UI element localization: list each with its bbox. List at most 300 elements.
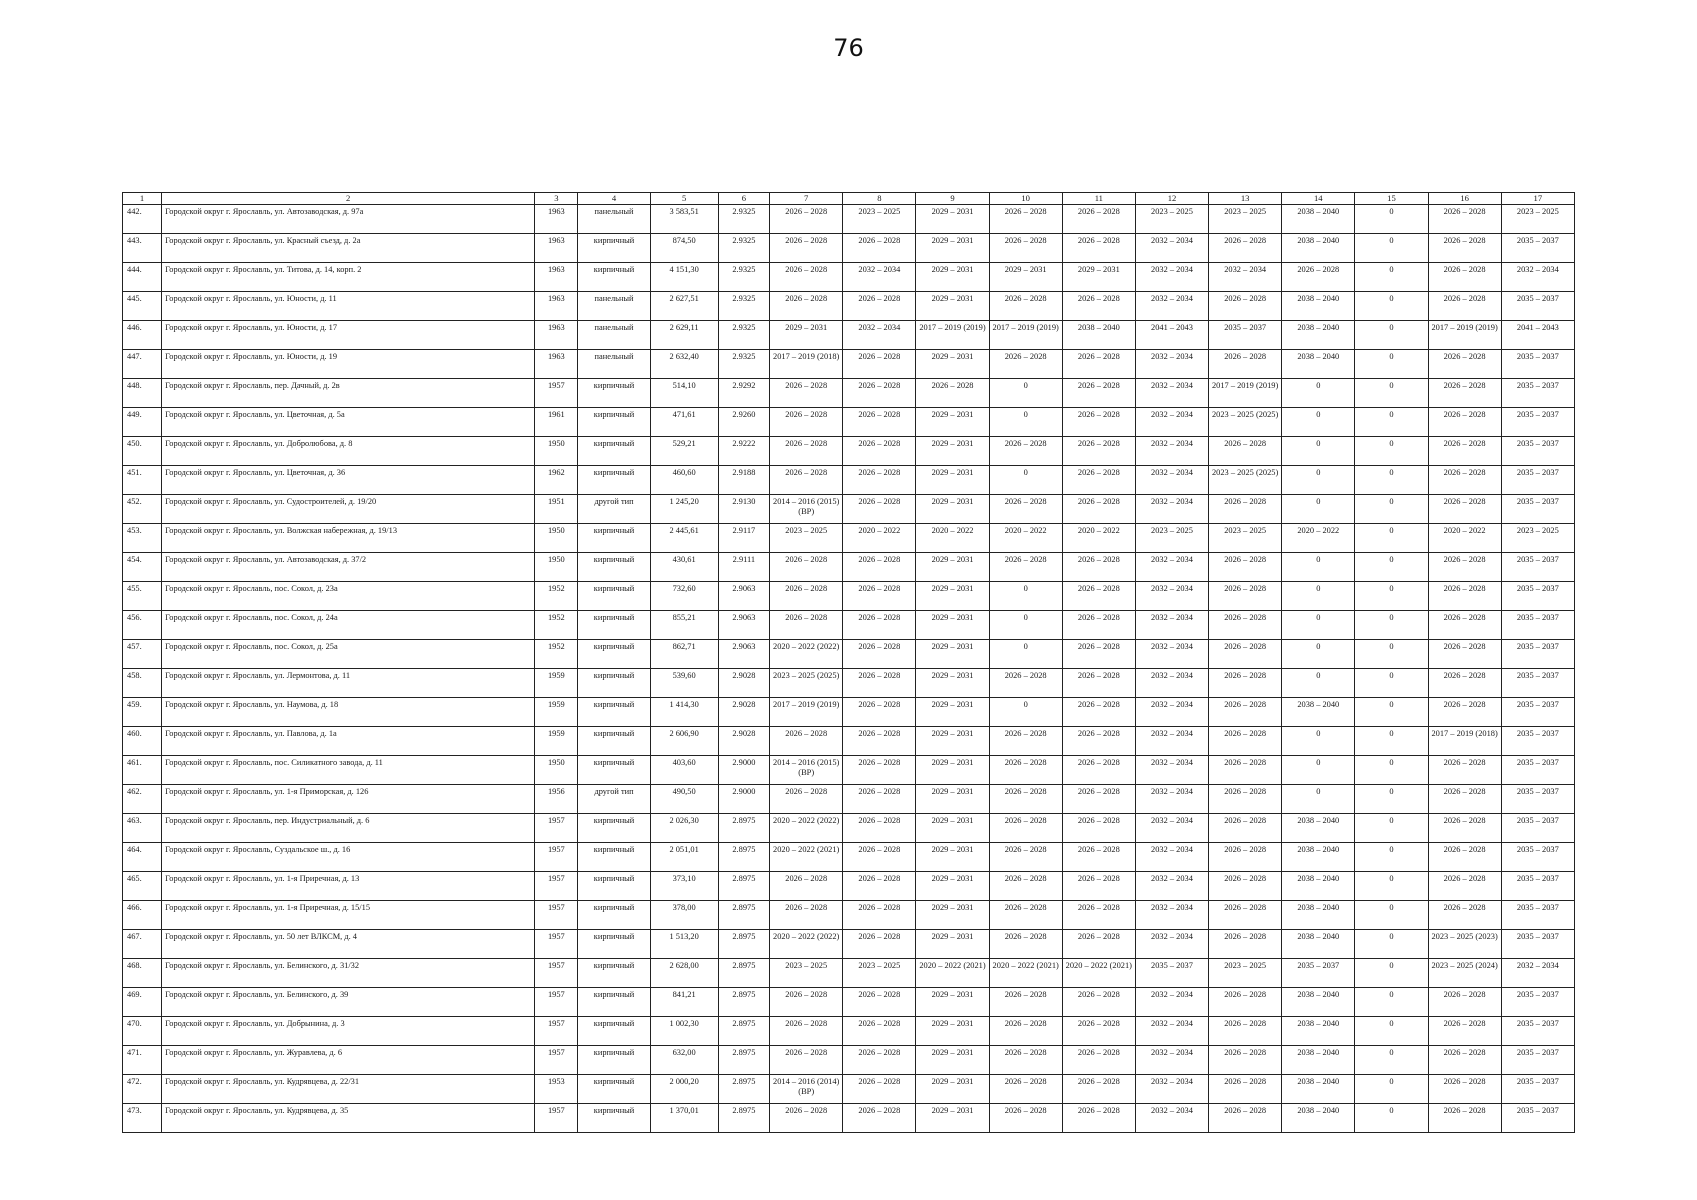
row-number-cell: 467. <box>123 930 162 959</box>
table-cell: 0 <box>1282 727 1355 756</box>
row-number-cell: 464. <box>123 843 162 872</box>
table-cell: 2026 – 2028 <box>1062 379 1135 408</box>
table-cell: 0 <box>1355 408 1428 437</box>
table-cell: 2026 – 2028 <box>1209 292 1282 321</box>
table-cell: 2029 – 2031 <box>916 582 989 611</box>
table-cell: 2026 – 2028 <box>843 379 916 408</box>
table-row <box>123 321 1575 350</box>
table-cell: 2023 – 2025 <box>1501 524 1574 553</box>
table-cell: 0 <box>1355 611 1428 640</box>
table-cell: 2029 – 2031 <box>916 756 989 785</box>
table-cell: 2026 – 2028 <box>1209 611 1282 640</box>
table-cell: 2026 – 2028 <box>770 205 843 234</box>
page-number: 76 <box>833 34 864 62</box>
row-number-cell: 444. <box>123 263 162 292</box>
table-cell: 2020 – 2022 (2021) <box>916 959 989 988</box>
table-row <box>123 350 1575 379</box>
table-cell: 2026 – 2028 <box>1428 1104 1501 1133</box>
table-cell: 2.9325 <box>718 205 770 234</box>
table-cell: 2 628,00 <box>650 959 718 988</box>
table-cell: 2026 – 2028 <box>843 785 916 814</box>
row-number-cell: 445. <box>123 292 162 321</box>
table-cell: 2032 – 2034 <box>1501 959 1574 988</box>
table-cell: 0 <box>1355 843 1428 872</box>
table-cell: кирпичный <box>578 959 650 988</box>
table-cell: 2026 – 2028 <box>1209 901 1282 930</box>
table-cell: 2026 – 2028 <box>843 350 916 379</box>
table-cell: 2026 – 2028 <box>1209 640 1282 669</box>
table-cell: 2032 – 2034 <box>1135 1017 1208 1046</box>
table-cell: 2029 – 2031 <box>916 495 989 524</box>
table-cell: 2026 – 2028 <box>770 582 843 611</box>
table-cell: 2026 – 2028 <box>1209 495 1282 524</box>
table-row <box>123 640 1575 669</box>
table-cell: 0 <box>1355 1046 1428 1075</box>
table-cell: 1957 <box>535 379 578 408</box>
address-cell: Городской округ г. Ярославль, ул. Красный съезд, д. 2а <box>162 234 535 263</box>
table-cell: 2023 – 2025 <box>1209 205 1282 234</box>
table-cell: 2023 – 2025 (2025) <box>770 669 843 698</box>
table-cell: 2029 – 2031 <box>916 698 989 727</box>
table-cell: 0 <box>1355 292 1428 321</box>
table-cell: 2026 – 2028 <box>1062 785 1135 814</box>
table-cell: 2023 – 2025 <box>1209 524 1282 553</box>
table-cell: кирпичный <box>578 640 650 669</box>
address-cell: Городской округ г. Ярославль, ул. Лермонтова, д. 11 <box>162 669 535 698</box>
address-cell: Городской округ г. Ярославль, ул. Белинского, д. 39 <box>162 988 535 1017</box>
table-cell: 0 <box>1355 930 1428 959</box>
table-cell: 2017 – 2019 (2019) <box>1209 379 1282 408</box>
table-cell: 2026 – 2028 <box>1282 263 1355 292</box>
table-cell: 2026 – 2028 <box>843 292 916 321</box>
table-cell: кирпичный <box>578 872 650 901</box>
table-cell: 1962 <box>535 466 578 495</box>
table-cell: 2035 – 2037 <box>1501 292 1574 321</box>
table-cell: 2026 – 2028 <box>1428 814 1501 843</box>
table-cell: 2026 – 2028 <box>1209 872 1282 901</box>
address-cell: Городской округ г. Ярославль, ул. Кудрявцева, д. 22/31 <box>162 1075 535 1104</box>
table-row <box>123 495 1575 524</box>
table-cell: 0 <box>1355 988 1428 1017</box>
column-number: 11 <box>1062 193 1135 205</box>
table-cell: 2017 – 2019 (2019) <box>916 321 989 350</box>
table-cell: 2029 – 2031 <box>916 785 989 814</box>
table-cell: 2035 – 2037 <box>1282 959 1355 988</box>
address-cell: Городской округ г. Ярославль, ул. Кудрявцева, д. 35 <box>162 1104 535 1133</box>
table-cell: 2032 – 2034 <box>1135 582 1208 611</box>
table-row <box>123 959 1575 988</box>
table-cell: 2029 – 2031 <box>916 350 989 379</box>
table-cell: 1952 <box>535 611 578 640</box>
address-cell: Городской округ г. Ярославль, пос. Сокол, д. 23а <box>162 582 535 611</box>
table-cell: 2035 – 2037 <box>1501 1017 1574 1046</box>
table-cell: 2038 – 2040 <box>1282 698 1355 727</box>
row-number-cell: 449. <box>123 408 162 437</box>
table-cell: 2026 – 2028 <box>1428 466 1501 495</box>
table-cell: 2026 – 2028 <box>770 553 843 582</box>
table-cell: 2020 – 2022 (2022) <box>770 640 843 669</box>
table-cell: 2035 – 2037 <box>1501 785 1574 814</box>
table-cell: 2.9117 <box>718 524 770 553</box>
table-cell: 0 <box>1282 495 1355 524</box>
table-cell: 2026 – 2028 <box>1428 1075 1501 1104</box>
table-cell: 1963 <box>535 350 578 379</box>
table-cell: 2029 – 2031 <box>916 1046 989 1075</box>
table-cell: 2.9188 <box>718 466 770 495</box>
table-cell: 2026 – 2028 <box>1428 1017 1501 1046</box>
table-cell: 2026 – 2028 <box>1428 437 1501 466</box>
table-cell: панельный <box>578 321 650 350</box>
table-cell: 2026 – 2028 <box>843 872 916 901</box>
row-number-cell: 466. <box>123 901 162 930</box>
table-cell: кирпичный <box>578 1104 650 1133</box>
table-cell: 2035 – 2037 <box>1501 1046 1574 1075</box>
table-cell: 2026 – 2028 <box>770 727 843 756</box>
table-cell: 0 <box>989 611 1062 640</box>
address-cell: Городской округ г. Ярославль, ул. 1-я Приречная, д. 13 <box>162 872 535 901</box>
row-number-cell: 450. <box>123 437 162 466</box>
table-cell: 2038 – 2040 <box>1282 988 1355 1017</box>
table-cell: 0 <box>1282 466 1355 495</box>
housing-registry-table <box>122 192 1575 1133</box>
table-cell: кирпичный <box>578 408 650 437</box>
table-cell: кирпичный <box>578 437 650 466</box>
address-cell: Городской округ г. Ярославль, ул. Добрынина, д. 3 <box>162 1017 535 1046</box>
table-cell: 2.8975 <box>718 959 770 988</box>
table-cell: 0 <box>989 698 1062 727</box>
table-cell: 1952 <box>535 582 578 611</box>
table-cell: 1957 <box>535 1046 578 1075</box>
table-cell: 2026 – 2028 <box>770 901 843 930</box>
column-number: 5 <box>650 193 718 205</box>
table-cell: 0 <box>1355 495 1428 524</box>
table-cell: 2035 – 2037 <box>1501 843 1574 872</box>
row-number-cell: 452. <box>123 495 162 524</box>
table-cell: 2032 – 2034 <box>1135 727 1208 756</box>
table-row <box>123 466 1575 495</box>
table-cell: 1963 <box>535 205 578 234</box>
table-cell: 0 <box>1282 756 1355 785</box>
table-cell: 2026 – 2028 <box>1209 582 1282 611</box>
table-cell: 2026 – 2028 <box>770 785 843 814</box>
table-cell: 2026 – 2028 <box>1062 756 1135 785</box>
table-cell: 2035 – 2037 <box>1501 640 1574 669</box>
address-cell: Городской округ г. Ярославль, ул. Волжская набережная, д. 19/13 <box>162 524 535 553</box>
table-cell: 2026 – 2028 <box>770 408 843 437</box>
table-cell: 0 <box>1282 785 1355 814</box>
table-cell: 0 <box>1355 756 1428 785</box>
table-cell: 0 <box>989 466 1062 495</box>
table-cell: 2035 – 2037 <box>1501 669 1574 698</box>
table-cell: кирпичный <box>578 901 650 930</box>
table-cell: 2026 – 2028 <box>843 843 916 872</box>
table-cell: 2026 – 2028 <box>1428 640 1501 669</box>
table-cell: 0 <box>1355 727 1428 756</box>
table-cell: 2035 – 2037 <box>1501 814 1574 843</box>
table-cell: 2026 – 2028 <box>1428 988 1501 1017</box>
table-cell: 855,21 <box>650 611 718 640</box>
table-row <box>123 843 1575 872</box>
table-row <box>123 901 1575 930</box>
address-cell: Городской округ г. Ярославль, пос. Силикатного завода, д. 11 <box>162 756 535 785</box>
table-cell: 1959 <box>535 698 578 727</box>
row-number-cell: 453. <box>123 524 162 553</box>
table-cell: 2017 – 2019 (2019) <box>1428 321 1501 350</box>
row-number-cell: 448. <box>123 379 162 408</box>
table-cell: 2032 – 2034 <box>1209 263 1282 292</box>
table-cell: 2026 – 2028 <box>1428 669 1501 698</box>
table-cell: 2.9028 <box>718 698 770 727</box>
table-cell: 2032 – 2034 <box>1135 814 1208 843</box>
table-row <box>123 1075 1575 1104</box>
table-cell: 2026 – 2028 <box>989 1046 1062 1075</box>
table-cell: 2029 – 2031 <box>916 437 989 466</box>
row-number-cell: 461. <box>123 756 162 785</box>
column-number: 17 <box>1501 193 1574 205</box>
table-cell: 2020 – 2022 (2022) <box>770 930 843 959</box>
row-number-cell: 473. <box>123 1104 162 1133</box>
table-cell: 2026 – 2028 <box>1428 292 1501 321</box>
table-cell: 2026 – 2028 <box>1209 234 1282 263</box>
table-cell: кирпичный <box>578 466 650 495</box>
row-number-cell: 454. <box>123 553 162 582</box>
table-cell: 2029 – 2031 <box>916 1075 989 1104</box>
table-cell: 2020 – 2022 <box>989 524 1062 553</box>
row-number-cell: 447. <box>123 350 162 379</box>
table-body <box>123 193 1575 1133</box>
table-cell: 2038 – 2040 <box>1282 1104 1355 1133</box>
address-cell: Городской округ г. Ярославль, ул. Цветочная, д. 36 <box>162 466 535 495</box>
table-cell: 1957 <box>535 843 578 872</box>
table-cell: 2035 – 2037 <box>1501 872 1574 901</box>
table-cell: 2026 – 2028 <box>843 988 916 1017</box>
address-cell: Городской округ г. Ярославль, пос. Сокол, д. 24а <box>162 611 535 640</box>
table-cell: 2032 – 2034 <box>1135 1104 1208 1133</box>
table-cell: 1953 <box>535 1075 578 1104</box>
table-cell: 1 414,30 <box>650 698 718 727</box>
table-cell: 2.9325 <box>718 321 770 350</box>
table-cell: 2026 – 2028 <box>1209 756 1282 785</box>
row-number-cell: 462. <box>123 785 162 814</box>
row-number-cell: 463. <box>123 814 162 843</box>
row-number-cell: 471. <box>123 1046 162 1075</box>
table-cell: панельный <box>578 350 650 379</box>
table-cell: 2032 – 2034 <box>1135 640 1208 669</box>
address-cell: Городской округ г. Ярославль, ул. Цветочная, д. 5а <box>162 408 535 437</box>
table-cell: 2020 – 2022 <box>916 524 989 553</box>
table-cell: 0 <box>1355 582 1428 611</box>
column-number: 4 <box>578 193 650 205</box>
table-cell: 2026 – 2028 <box>843 1046 916 1075</box>
address-cell: Городской округ г. Ярославль, ул. Юности, д. 17 <box>162 321 535 350</box>
column-number: 8 <box>843 193 916 205</box>
table-cell: 0 <box>1282 640 1355 669</box>
row-number-cell: 468. <box>123 959 162 988</box>
table-cell: 2035 – 2037 <box>1501 495 1574 524</box>
table-cell: 0 <box>1355 1075 1428 1104</box>
table-cell: другой тип <box>578 785 650 814</box>
table-cell: 1950 <box>535 553 578 582</box>
table-cell: 2026 – 2028 <box>1209 553 1282 582</box>
table-cell: 2017 – 2019 (2018) <box>1428 727 1501 756</box>
table-cell: 0 <box>1355 263 1428 292</box>
table-cell: 2026 – 2028 <box>1062 1104 1135 1133</box>
row-number-cell: 472. <box>123 1075 162 1104</box>
table-cell: 1959 <box>535 727 578 756</box>
column-number: 7 <box>770 193 843 205</box>
table-cell: 2 000,20 <box>650 1075 718 1104</box>
table-cell: 1963 <box>535 321 578 350</box>
table-cell: 2038 – 2040 <box>1282 205 1355 234</box>
table-cell: 0 <box>1355 669 1428 698</box>
table-cell: 1957 <box>535 814 578 843</box>
table-cell: 1951 <box>535 495 578 524</box>
table-cell: 2026 – 2028 <box>843 495 916 524</box>
table-row <box>123 379 1575 408</box>
table-cell: 430,61 <box>650 553 718 582</box>
table-cell: 2029 – 2031 <box>916 292 989 321</box>
table-cell: 2.8975 <box>718 930 770 959</box>
table-cell: панельный <box>578 205 650 234</box>
table-cell: 2026 – 2028 <box>770 1046 843 1075</box>
table-cell: 2026 – 2028 <box>1428 582 1501 611</box>
table-cell: 1 513,20 <box>650 930 718 959</box>
table-cell: 0 <box>1355 321 1428 350</box>
table-cell: 2014 – 2016 (2014) (ВР) <box>770 1075 843 1104</box>
table-cell: 2038 – 2040 <box>1282 930 1355 959</box>
table-cell: 2026 – 2028 <box>770 611 843 640</box>
table-cell: 2029 – 2031 <box>916 408 989 437</box>
table-cell: кирпичный <box>578 1017 650 1046</box>
table-cell: 2026 – 2028 <box>1428 756 1501 785</box>
table-cell: 2.8975 <box>718 901 770 930</box>
row-number-cell: 442. <box>123 205 162 234</box>
address-cell: Городской округ г. Ярославль, ул. Белинского, д. 31/32 <box>162 959 535 988</box>
table-cell: 2026 – 2028 <box>770 466 843 495</box>
table-cell: 2026 – 2028 <box>1209 1075 1282 1104</box>
table-row <box>123 698 1575 727</box>
table-cell: 0 <box>1282 437 1355 466</box>
table-cell: 2032 – 2034 <box>1135 553 1208 582</box>
table-cell: 2026 – 2028 <box>916 379 989 408</box>
table-cell: 2029 – 2031 <box>916 205 989 234</box>
table-cell: 1963 <box>535 292 578 321</box>
table-cell: 2026 – 2028 <box>843 640 916 669</box>
table-cell: 841,21 <box>650 988 718 1017</box>
table-cell: 2035 – 2037 <box>1501 1075 1574 1104</box>
table-cell: 2023 – 2025 (2025) <box>1209 408 1282 437</box>
table-cell: 3 583,51 <box>650 205 718 234</box>
table-cell: 2026 – 2028 <box>843 1017 916 1046</box>
table-cell: 2032 – 2034 <box>1135 988 1208 1017</box>
table-cell: 2026 – 2028 <box>989 553 1062 582</box>
table-cell: 2020 – 2022 <box>843 524 916 553</box>
table-cell: 0 <box>1355 1104 1428 1133</box>
table-cell: 2026 – 2028 <box>1209 814 1282 843</box>
table-cell: 2032 – 2034 <box>1135 756 1208 785</box>
table-cell: 2029 – 2031 <box>916 814 989 843</box>
table-cell: 378,00 <box>650 901 718 930</box>
table-cell: 2029 – 2031 <box>916 1017 989 1046</box>
table-cell: 2038 – 2040 <box>1282 1075 1355 1104</box>
table-cell: 2026 – 2028 <box>843 698 916 727</box>
table-row <box>123 988 1575 1017</box>
table-row <box>123 553 1575 582</box>
table-cell: 2032 – 2034 <box>1135 379 1208 408</box>
table-cell: 2026 – 2028 <box>770 379 843 408</box>
table-cell: 2035 – 2037 <box>1501 611 1574 640</box>
column-number: 1 <box>123 193 162 205</box>
table-cell: 2020 – 2022 (2021) <box>989 959 1062 988</box>
table-cell: кирпичный <box>578 988 650 1017</box>
table-cell: 2026 – 2028 <box>1428 263 1501 292</box>
table-cell: 2014 – 2016 (2015) (ВР) <box>770 495 843 524</box>
table-cell: 2035 – 2037 <box>1501 350 1574 379</box>
column-number: 6 <box>718 193 770 205</box>
column-number: 14 <box>1282 193 1355 205</box>
table-cell: 2.9028 <box>718 727 770 756</box>
table-row <box>123 582 1575 611</box>
row-number-cell: 443. <box>123 234 162 263</box>
table-cell: 373,10 <box>650 872 718 901</box>
table-row <box>123 669 1575 698</box>
table-cell: 2.9325 <box>718 263 770 292</box>
table-cell: 2026 – 2028 <box>989 1104 1062 1133</box>
table-cell: 2029 – 2031 <box>770 321 843 350</box>
table-cell: 2026 – 2028 <box>770 1017 843 1046</box>
table-cell: 2032 – 2034 <box>1135 930 1208 959</box>
table-cell: 514,10 <box>650 379 718 408</box>
table-cell: 0 <box>1282 669 1355 698</box>
table-cell: 0 <box>1282 582 1355 611</box>
row-number-cell: 470. <box>123 1017 162 1046</box>
table-cell: 2038 – 2040 <box>1062 321 1135 350</box>
table-cell: 2032 – 2034 <box>1135 437 1208 466</box>
table-cell: 2026 – 2028 <box>1209 1017 1282 1046</box>
table-cell: 2026 – 2028 <box>770 988 843 1017</box>
table-cell: 2032 – 2034 <box>1135 611 1208 640</box>
table-cell: 2.8975 <box>718 1104 770 1133</box>
table-cell: 2026 – 2028 <box>1062 640 1135 669</box>
table-cell: 2.9260 <box>718 408 770 437</box>
table-cell: кирпичный <box>578 524 650 553</box>
table-row <box>123 814 1575 843</box>
table-cell: 2.8975 <box>718 1075 770 1104</box>
table-cell: 2029 – 2031 <box>916 263 989 292</box>
table-cell: 2026 – 2028 <box>989 350 1062 379</box>
table-cell: 2035 – 2037 <box>1135 959 1208 988</box>
table-cell: 2029 – 2031 <box>916 611 989 640</box>
table-cell: 2029 – 2031 <box>916 553 989 582</box>
table-cell: кирпичный <box>578 756 650 785</box>
table-cell: 2.9325 <box>718 292 770 321</box>
table-cell: 1957 <box>535 959 578 988</box>
table-cell: 2.8975 <box>718 1017 770 1046</box>
table-row <box>123 437 1575 466</box>
table-cell: кирпичный <box>578 843 650 872</box>
table-cell: 2.9325 <box>718 234 770 263</box>
table-cell: 1950 <box>535 437 578 466</box>
table-cell: 2023 – 2025 (2025) <box>1209 466 1282 495</box>
table-cell: 2026 – 2028 <box>1062 988 1135 1017</box>
row-number-cell: 457. <box>123 640 162 669</box>
table-cell: 874,50 <box>650 234 718 263</box>
table-cell: 2029 – 2031 <box>916 234 989 263</box>
table-cell: 2038 – 2040 <box>1282 234 1355 263</box>
table-cell: 2032 – 2034 <box>843 263 916 292</box>
table-cell: 2032 – 2034 <box>1135 495 1208 524</box>
table-cell: 2032 – 2034 <box>1135 1046 1208 1075</box>
